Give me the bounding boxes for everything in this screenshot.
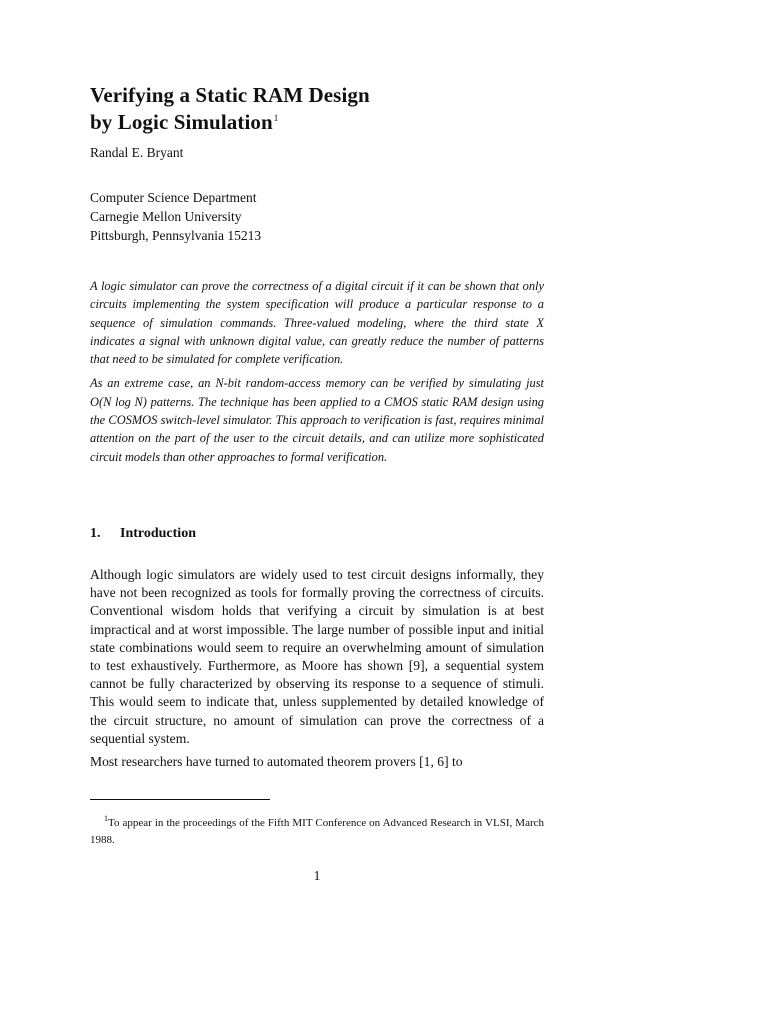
body-paragraph: Although logic simulators are widely used to test circuit designs informally, they have not been recognized as tools for formally proving the correctness of circuits. Conventional wisdom holds that verifying a circuit by simulation is at best impractical and at worst impossible. The large number of possible input and initial state combinations would seem to require an overwhelming amount of simulation to test exhaustively. Furthermore, as Moore has shown [9], a sequential system cannot be fully characterized by observing its response to a sequence of stimuli. This would seem to indicate that, unless supplemented by detailed knowledge of the circuit structure, no amount of simulation can prove the correctness of a sequential system. <box>90 567 544 746</box>
author-name: Randal E. Bryant <box>90 145 184 160</box>
footnote <box>90 810 544 849</box>
affiliation-line: Pittsburgh, Pennsylvania 15213 <box>90 228 262 243</box>
body-paragraph: Most researchers have turned to automated theorem provers [1, 6] to <box>90 754 463 770</box>
footnote-rule <box>90 799 270 800</box>
section-number: 1. <box>90 526 101 541</box>
abstract-paragraph: As an extreme case, an N-bit random-access memory can be verified by simulating just O(N log N) patterns. The technique has been applied to a CMOS static RAM design using the COSMOS switch-level simulator. This approach to verification is fast, requires minimal attention on the part of the user to the circuit details, and can utilize more sophisticated circuit models than other approaches to formal verification. <box>90 376 544 464</box>
title-footnote-mark: 1 <box>273 113 279 123</box>
footnote-text: To appear in the proceedings of the Fifth MIT Conference on Advanced Research in VLSI, March 1988. <box>90 817 544 846</box>
affiliation <box>90 188 261 245</box>
affiliation-line: Computer Science Department <box>90 190 257 205</box>
paper-page <box>90 0 544 1024</box>
title-line-2: by Logic Simulation <box>90 110 273 134</box>
page-number: 1 <box>313 868 321 883</box>
paper-title <box>90 84 544 134</box>
title-line-1: Verifying a Static RAM Design <box>90 83 370 107</box>
body-text <box>90 566 544 776</box>
footnote-mark: 1 <box>104 814 108 823</box>
affiliation-line: Carnegie Mellon University <box>90 209 242 224</box>
abstract <box>90 277 544 472</box>
section-title: Introduction <box>120 526 196 541</box>
abstract-paragraph: A logic simulator can prove the correctness of a digital circuit if it can be shown that only circuits implementing the system specification will produce a particular response to a sequence of simulation commands. Three-valued modeling, where the third state X indicates a signal with unknown digital value, can greatly reduce the number of patterns that need to be simulated for complete verification. <box>90 279 544 367</box>
section-heading <box>90 525 196 543</box>
